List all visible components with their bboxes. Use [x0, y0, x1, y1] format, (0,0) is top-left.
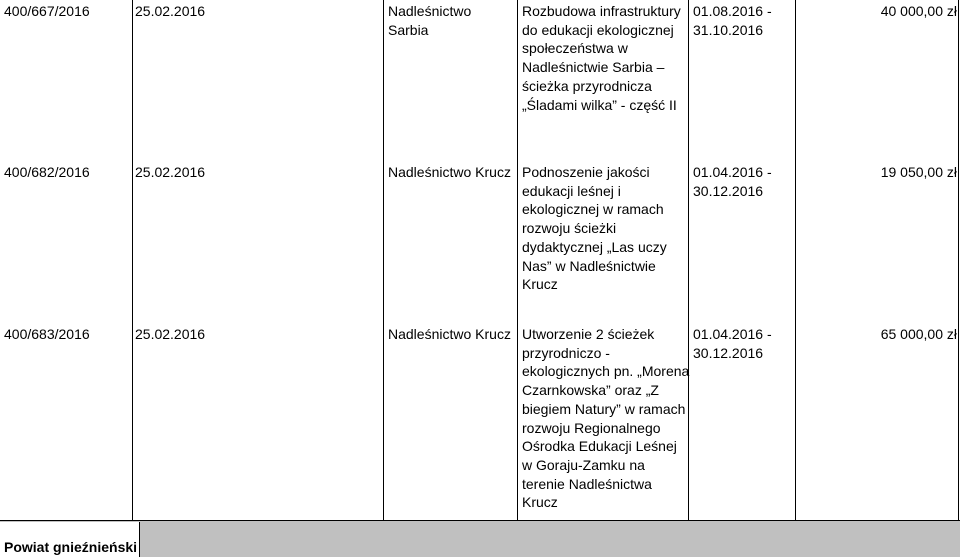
project-period: 01.08.2016 - 31.10.2016 — [693, 3, 772, 38]
project-title: Rozbudowa infrastruktury do edukacji ekologicznej społeczeństwa w Nadleśnictwie Sarbia – ścieżka przyrodnicza „Śladami wilka” - część II — [522, 3, 681, 113]
section-footer-bar — [0, 520, 960, 557]
agreement-date: 25.02.2016 — [135, 3, 206, 19]
agreement-number: 400/682/2016 — [4, 164, 90, 180]
project-title: Utworzenie 2 ścieżek przyrodniczo - ekologicznych pn. „Morena Czarnkowska” oraz „Z biegiem Natury” w ramach rozwoju Regionalnego Ośrodka Edukacji Leśnej w Goraju-Zamku na terenie Nadleśnictwa Krucz — [522, 326, 690, 511]
project-title: Podnoszenie jakości edukacji leśnej i ekologicznej w ramach rozwoju ścieżki dydaktycznej „Las uczy Nas” w Nadleśnictwie Krucz — [522, 164, 667, 293]
grant-amount: 19 050,00 zł — [880, 164, 957, 180]
grant-amount: 65 000,00 zł — [880, 326, 957, 342]
column-divider — [383, 0, 384, 520]
project-period: 01.04.2016 - 30.12.2016 — [693, 164, 772, 199]
organization-name: Nadleśnictwo Sarbia — [388, 3, 472, 38]
organization-name: Nadleśnictwo Krucz — [388, 164, 511, 180]
column-divider — [517, 0, 518, 520]
agreement-number: 400/683/2016 — [4, 326, 90, 342]
grant-amount: 40 000,00 zł — [880, 3, 957, 19]
agreement-date: 25.02.2016 — [135, 164, 206, 180]
organization-name: Nadleśnictwo Krucz — [388, 326, 511, 342]
column-divider — [795, 0, 796, 520]
agreement-number: 400/667/2016 — [4, 3, 90, 19]
project-period: 01.04.2016 - 30.12.2016 — [693, 326, 772, 361]
column-divider — [132, 0, 133, 520]
section-label: Powiat gnieźnieński — [0, 522, 140, 557]
column-divider — [958, 0, 959, 520]
agreement-date: 25.02.2016 — [135, 326, 206, 342]
